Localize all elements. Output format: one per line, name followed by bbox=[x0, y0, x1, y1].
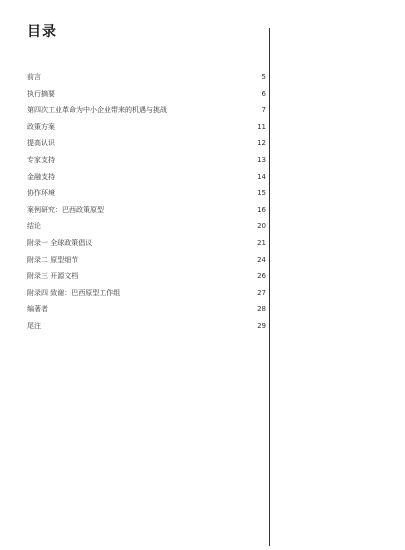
toc-entry-label: 专家支持 bbox=[27, 155, 55, 164]
toc-entry-page-number: 29 bbox=[257, 321, 266, 330]
toc-entry-page-number: 13 bbox=[257, 155, 266, 164]
toc-entry-label: 政策方案 bbox=[27, 122, 55, 131]
vertical-divider bbox=[269, 28, 270, 546]
toc-entry[interactable] bbox=[27, 185, 266, 202]
page-title: 目录 bbox=[27, 24, 57, 40]
toc-entry[interactable] bbox=[27, 169, 266, 186]
toc-entry-label: 附录三 开源文档 bbox=[27, 272, 79, 281]
table-of-contents bbox=[27, 69, 266, 335]
toc-entry-page-number: 28 bbox=[257, 305, 266, 314]
toc-entry[interactable] bbox=[27, 318, 266, 335]
toc-entry[interactable] bbox=[27, 202, 266, 219]
toc-entry-page-number: 6 bbox=[261, 89, 266, 98]
toc-entry-page-number: 15 bbox=[257, 189, 266, 198]
toc-entry[interactable] bbox=[27, 135, 266, 152]
toc-entry-label: 附录二 原型细节 bbox=[27, 255, 79, 264]
toc-entry[interactable] bbox=[27, 86, 266, 103]
toc-entry-page-number: 24 bbox=[257, 255, 266, 264]
toc-entry-label: 前言 bbox=[27, 73, 41, 81]
toc-entry-page-number: 12 bbox=[257, 139, 266, 148]
toc-entry-label: 金融支持 bbox=[27, 172, 55, 181]
toc-entry-label: 附录四 致谢：巴西原型工作组 bbox=[27, 288, 121, 297]
toc-entry-page-number: 7 bbox=[261, 106, 266, 115]
toc-entry-page-number: 16 bbox=[257, 205, 266, 214]
toc-entry[interactable] bbox=[27, 301, 266, 318]
toc-entry[interactable] bbox=[27, 252, 266, 269]
toc-entry[interactable] bbox=[27, 285, 266, 302]
toc-entry-page-number: 21 bbox=[257, 238, 266, 247]
toc-entry-page-number: 20 bbox=[257, 222, 266, 231]
toc-entry-label: 案例研究：巴西政策原型 bbox=[27, 205, 104, 214]
toc-entry-label: 第四次工业革命为中小企业带来的机遇与挑战 bbox=[27, 106, 167, 115]
toc-entry[interactable] bbox=[27, 69, 266, 86]
toc-entry-page-number: 26 bbox=[257, 272, 266, 281]
toc-entry-page-number: 27 bbox=[257, 288, 266, 297]
toc-entry-label: 尾注 bbox=[27, 321, 41, 330]
toc-entry-label: 结论 bbox=[27, 222, 41, 231]
toc-entry-label: 附录一 全球政策倡议 bbox=[27, 238, 93, 247]
toc-entry[interactable] bbox=[27, 152, 266, 169]
toc-entry-label: 协作环境 bbox=[27, 189, 55, 198]
toc-entry-label: 提高认识 bbox=[27, 139, 55, 148]
toc-entry-page-number: 5 bbox=[261, 73, 266, 81]
toc-entry[interactable] bbox=[27, 235, 266, 252]
toc-entry-page-number: 14 bbox=[257, 172, 266, 181]
toc-entry[interactable] bbox=[27, 218, 266, 235]
toc-entry-label: 执行摘要 bbox=[27, 89, 55, 98]
toc-entry[interactable] bbox=[27, 119, 266, 136]
toc-entry-page-number: 11 bbox=[257, 122, 266, 131]
toc-entry-label: 编著者 bbox=[27, 305, 48, 314]
toc-entry[interactable] bbox=[27, 268, 266, 285]
toc-entry[interactable] bbox=[27, 102, 266, 119]
